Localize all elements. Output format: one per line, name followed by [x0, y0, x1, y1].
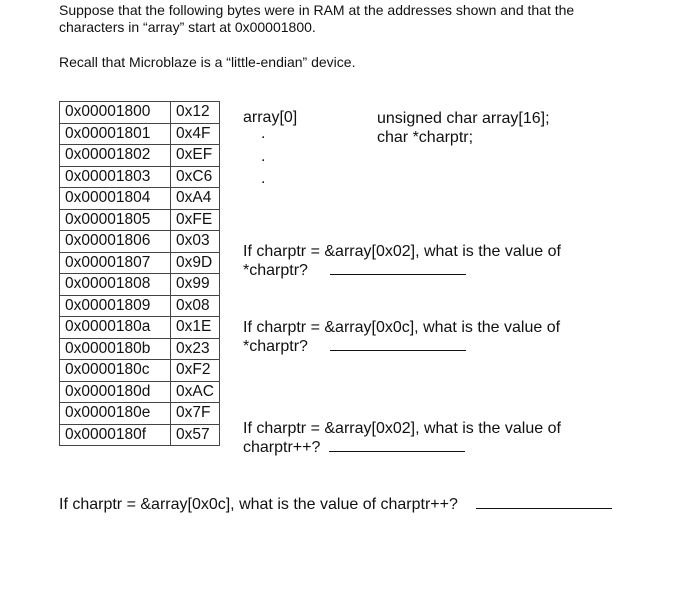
answer-blank-2[interactable] [330, 350, 466, 351]
memory-row [60, 123, 220, 145]
byte-value-cell: 0x7F [171, 403, 220, 425]
declaration-charptr: char *charptr; [377, 129, 474, 146]
byte-value-cell: 0x1E [171, 317, 220, 339]
ellipsis-dot-1: . [261, 125, 266, 142]
ellipsis-dot-2: . [261, 148, 266, 165]
address-cell: 0x00001805 [60, 209, 171, 231]
byte-value-cell: 0xAC [171, 381, 220, 403]
byte-value-cell: 0x9D [171, 252, 220, 274]
address-cell: 0x00001801 [60, 123, 171, 145]
question-1-text: *charptr? [243, 262, 308, 279]
address-cell: 0x00001806 [60, 231, 171, 253]
ellipsis-dot-3: . [261, 170, 266, 187]
byte-value-cell: 0xC6 [171, 166, 220, 188]
address-cell: 0x0000180a [60, 317, 171, 339]
memory-row [60, 188, 220, 210]
byte-value-cell: 0xA4 [171, 188, 220, 210]
memory-row [60, 381, 220, 403]
answer-blank-4[interactable] [476, 508, 612, 509]
address-cell: 0x0000180c [60, 360, 171, 382]
address-cell: 0x0000180e [60, 403, 171, 425]
byte-value-cell: 0x57 [171, 424, 220, 446]
memory-row [60, 252, 220, 274]
question-4 [59, 495, 612, 514]
memory-row [60, 317, 220, 339]
byte-value-cell: 0x08 [171, 295, 220, 317]
question-3-line-2 [243, 438, 561, 457]
intro-text [59, 2, 679, 36]
declaration-array: unsigned char array[16]; [377, 110, 550, 127]
byte-value-cell: 0x03 [171, 231, 220, 253]
address-cell: 0x00001808 [60, 274, 171, 296]
question-1-line-2 [243, 261, 561, 280]
memory-row [60, 209, 220, 231]
answer-blank-1[interactable] [330, 274, 466, 275]
memory-row [60, 102, 220, 124]
address-cell: 0x0000180b [60, 338, 171, 360]
byte-value-cell: 0xFE [171, 209, 220, 231]
question-4-text: If charptr = &array[0x0c], what is the value of charptr++? [59, 496, 458, 513]
address-cell: 0x00001800 [60, 102, 171, 124]
byte-value-cell: 0x23 [171, 338, 220, 360]
question-1 [243, 242, 561, 280]
memory-row [60, 338, 220, 360]
intro-line-2: characters in “array” start at 0x00001800. [59, 19, 316, 35]
address-cell: 0x00001803 [60, 166, 171, 188]
question-3-line-1: If charptr = &array[0x02], what is the value of [243, 420, 561, 437]
address-cell: 0x0000180f [60, 424, 171, 446]
question-3-text: charptr++? [243, 439, 321, 456]
byte-value-cell: 0xEF [171, 145, 220, 167]
memory-row [60, 166, 220, 188]
byte-value-cell: 0x12 [171, 102, 220, 124]
question-1-line-1: If charptr = &array[0x02], what is the value of [243, 243, 561, 260]
byte-value-cell: 0xF2 [171, 360, 220, 382]
address-cell: 0x0000180d [60, 381, 171, 403]
question-2-line-1: If charptr = &array[0x0c], what is the value of [243, 319, 561, 336]
memory-row [60, 274, 220, 296]
address-cell: 0x00001809 [60, 295, 171, 317]
memory-row [60, 424, 220, 446]
byte-value-cell: 0x99 [171, 274, 220, 296]
recall-note: Recall that Microblaze is a “little-endian” device. [59, 54, 356, 70]
array0-label: array[0] [243, 109, 298, 126]
memory-row [60, 403, 220, 425]
memory-row [60, 231, 220, 253]
declarations [377, 109, 550, 147]
byte-value-cell: 0x4F [171, 123, 220, 145]
memory-row [60, 145, 220, 167]
address-cell: 0x00001807 [60, 252, 171, 274]
question-3 [243, 419, 561, 457]
question-2-line-2 [243, 337, 560, 356]
answer-blank-3[interactable] [329, 451, 465, 452]
address-cell: 0x00001804 [60, 188, 171, 210]
memory-table [59, 101, 220, 446]
memory-row [60, 360, 220, 382]
question-2 [243, 318, 560, 356]
question-2-text: *charptr? [243, 338, 308, 355]
memory-row [60, 295, 220, 317]
address-cell: 0x00001802 [60, 145, 171, 167]
intro-line-1: Suppose that the following bytes were in RAM at the addresses shown and that the [59, 2, 575, 18]
memory-table-body [60, 102, 220, 446]
